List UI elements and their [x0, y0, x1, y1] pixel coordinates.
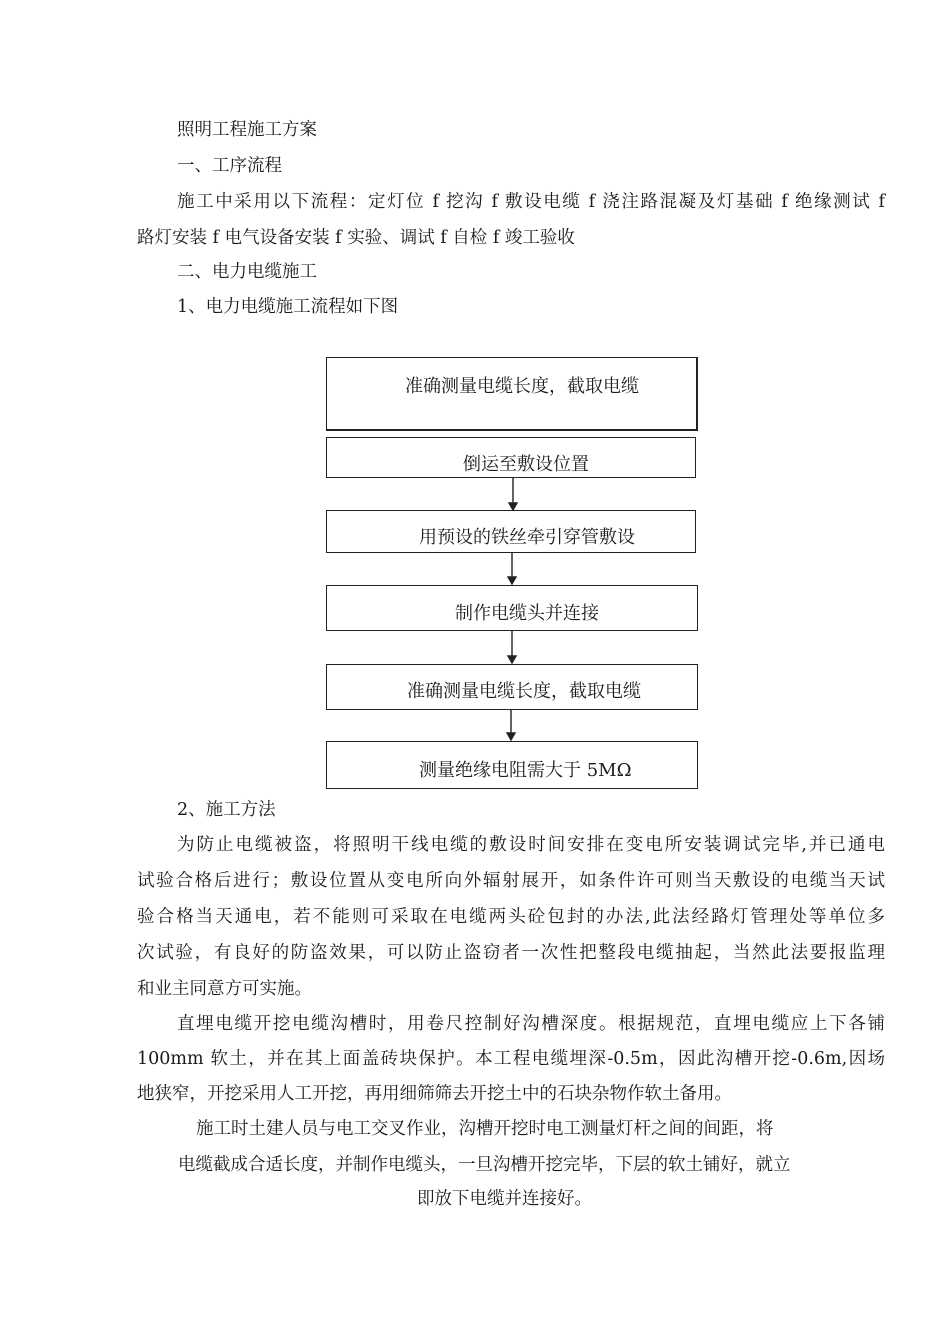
paragraph-3-line: 即放下电缆并连接好。: [417, 1189, 592, 1209]
document-title: 照明工程施工方案: [177, 120, 317, 140]
flow-step-label: 倒运至敷设位置: [463, 454, 589, 475]
paragraph-3-line: 施工时土建人员与电工交叉作业，沟槽开挖时电工测量灯杆之间的间距，将: [196, 1119, 774, 1139]
paragraph-2-line: 100mm 软土，并在其上面盖砖块保护。本工程电缆埋深-0.5m，因此沟槽开挖-0.6m,因场: [137, 1049, 885, 1069]
paragraph-2-line: 地狭窄，开挖采用人工开挖，再用细筛筛去开挖土中的石块杂物作软土备用。: [137, 1084, 732, 1104]
process-line-2: 路灯安装 f 电气设备安装 f 实验、调试 f 自检 f 竣工验收: [137, 228, 575, 248]
section-heading-process: 一、工序流程: [177, 156, 282, 176]
paragraph-1-line: 为防止电缆被盗，将照明干线电缆的敷设时间安排在变电所安装调试完毕,并已通电: [177, 835, 885, 855]
flow-arrowhead-2: [508, 577, 516, 584]
subheading-flowchart: 1、电力电缆施工流程如下图: [177, 297, 399, 317]
subheading-method: 2、施工方法: [177, 800, 276, 820]
flow-step-label: 用预设的铁丝牵引穿管敷设: [419, 527, 635, 548]
flow-arrowhead-1: [509, 503, 517, 510]
paragraph-1-line: 试验合格后进行；敷设位置从变电所向外辐射展开，如条件许可则当天敷设的电缆当天试: [137, 871, 885, 891]
paragraph-1-line: 和业主同意方可实施。: [137, 979, 312, 999]
section-heading-cable: 二、电力电缆施工: [177, 262, 317, 282]
paragraph-1-line: 次试验，有良好的防盗效果，可以防止盗窃者一次性把整段电缆抽起，当然此法要报监理: [137, 943, 885, 963]
flow-arrowhead-4: [507, 733, 515, 740]
process-line-1: 施工中采用以下流程：定灯位 f 挖沟 f 敷设电缆 f 浇注路混凝及灯基础 f 绝缘测试 f: [177, 192, 885, 212]
flow-step-label: 测量绝缘电阻需大于 5MΩ: [419, 760, 632, 781]
flow-arrowhead-3: [508, 656, 516, 663]
paragraph-2-line: 直埋电缆开挖电缆沟槽时，用卷尺控制好沟槽深度。根据规范，直埋电缆应上下各铺: [177, 1014, 885, 1034]
flow-step-label: 准确测量电缆长度，截取电缆: [405, 376, 639, 397]
flow-step-label: 制作电缆头并连接: [455, 603, 599, 624]
paragraph-1-line: 验合格当天通电，若不能则可采取在电缆两头砼包封的办法,此法经路灯管理处等单位多: [137, 907, 885, 927]
flow-step-label: 准确测量电缆长度，截取电缆: [407, 681, 641, 702]
paragraph-3-line: 电缆截成合适长度，并制作电缆头，一旦沟槽开挖完毕，下层的软土铺好，就立: [178, 1155, 791, 1175]
